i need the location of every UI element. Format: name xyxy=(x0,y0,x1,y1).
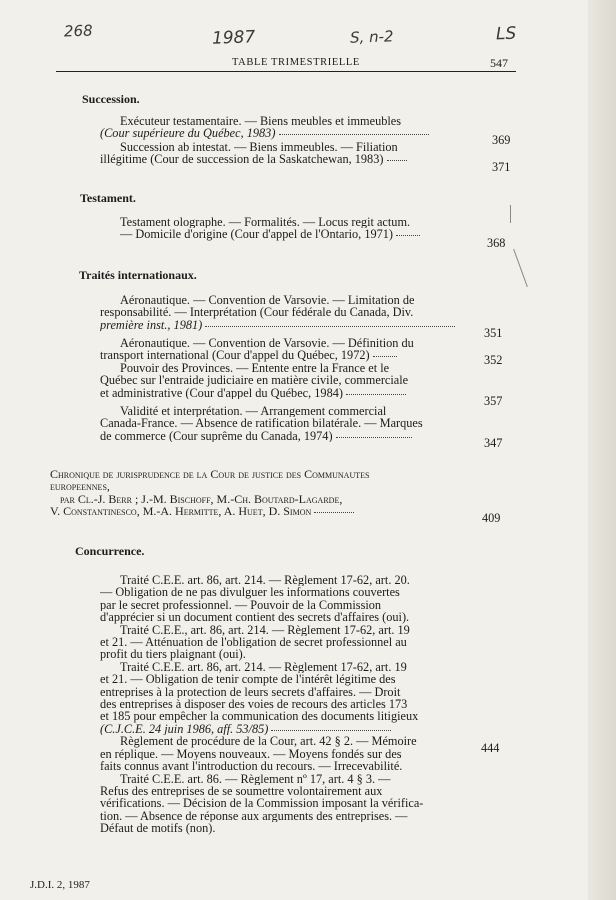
handwritten-note-code: LS xyxy=(495,23,517,45)
entry-traites-4 xyxy=(100,405,478,442)
entry-page: 347 xyxy=(484,436,503,450)
chronique-title-cont: europeennes, xyxy=(50,480,110,493)
header-rule xyxy=(56,71,516,72)
entry-page: 357 xyxy=(484,394,503,408)
running-header-title: TABLE TRIMESTRIELLE xyxy=(232,57,360,68)
leader-dots xyxy=(279,134,429,135)
entry-page: 371 xyxy=(492,160,511,174)
leader-dots xyxy=(205,326,455,327)
entry-line: Testament olographe. — Formalités. — Locus regit actum. xyxy=(120,216,411,229)
entry-page: 351 xyxy=(484,326,503,340)
entry-line: Défaut de motifs (non). xyxy=(100,822,216,835)
entry-line: et administrative (Cour d'appel du Québec, 1984) xyxy=(100,386,343,400)
entry-line: Refus des entreprises de se soumettre volontairement aux xyxy=(100,784,383,798)
entry-line: Québec sur l'entraide judiciaire en matière civile, commerciale xyxy=(100,374,409,387)
entry-line: Règlement de procédure de la Cour, art. 42 § 2. — Mémoire xyxy=(120,735,417,748)
page-number: 547 xyxy=(490,56,508,70)
entry-line: — Obligation de ne pas divulguer les informations couvertes xyxy=(100,586,400,599)
entry-line: vérifications. — Décision de la Commission imposant la vérifica- xyxy=(100,797,424,810)
section-heading-testament: Testament. xyxy=(80,191,136,205)
leader-dots xyxy=(396,235,420,236)
entry-line: entreprises à la protection de leurs secrets d'affaires. — Droit xyxy=(100,685,401,699)
section-heading-concurrence: Concurrence. xyxy=(75,544,145,558)
chronique-authors: par Cl.-J. Berr ; J.-M. Bischoff, M.-Ch. Boutard-Lagarde, xyxy=(60,492,343,506)
entry-line: Aéronautique. — Convention de Varsovie. — Limitation de xyxy=(120,294,415,307)
entry-line: profit du tiers plaignant (oui). xyxy=(100,648,246,661)
entry-line: Validité et interprétation. — Arrangement commercial xyxy=(120,405,387,418)
entry-line: d'apprécier si un document contient des secrets d'affaires (oui). xyxy=(100,611,410,624)
entry-page: 369 xyxy=(492,133,511,147)
entry-line: première inst., 1981) xyxy=(100,318,203,332)
entry-line: Succession ab intestat. — Biens immeubles. — Filiation xyxy=(120,141,398,154)
entry-line: des entreprises à disposer des voies de recours des articles 173 xyxy=(100,698,408,711)
entry-line: Canada-France. — Absence de ratification bilatérale. — Marques xyxy=(100,417,423,430)
chronique-authors-cont: V. Constantinesco, M.-A. Hermitte, A. Huet, D. Simon xyxy=(50,505,312,518)
section-heading-traites: Traités internationaux. xyxy=(79,268,197,282)
entry-page: 444 xyxy=(481,741,500,755)
entry-concurrence xyxy=(100,574,470,835)
leader-dots xyxy=(314,512,354,513)
chronique-title: Chronique de jurisprudence de la Cour de justice des Communautes xyxy=(50,468,370,481)
entry-line: illégitime (Cour de succession de la Saskatchewan, 1983) xyxy=(100,153,384,166)
entry-line: (Cour supérieure du Québec, 1983) xyxy=(100,127,276,140)
margin-mark xyxy=(513,249,528,287)
handwritten-note-issue: S, n-2 xyxy=(349,27,394,47)
entry-page: 352 xyxy=(484,353,503,367)
chronique-block xyxy=(50,468,486,518)
entry-line: (C.J.C.E. 24 juin 1986, aff. 53/85) xyxy=(100,722,269,736)
entry-page: 409 xyxy=(482,511,501,525)
entry-line: — Domicile d'origine (Cour d'appel de l'Ontario, 1971) xyxy=(120,228,394,241)
entry-line: Traité C.E.E. art. 86, art. 214. — Règlement 17-62, art. 20. xyxy=(120,574,410,587)
entry-line: faits connus avant l'introduction du recours. — Irrecevabilité. xyxy=(100,760,403,773)
footer-citation: J.D.I. 2, 1987 xyxy=(30,879,90,891)
entry-line: transport international (Cour d'appel du Québec, 1972) xyxy=(100,349,370,362)
handwritten-note-year: 1987 xyxy=(211,27,256,49)
leader-dots xyxy=(373,356,397,357)
entry-line: et 21. — Atténuation de l'obligation de secret professionnel au xyxy=(100,636,407,649)
entry-line: Traité C.E.E., art. 86, art. 214. — Règlement 17-62, art. 19 xyxy=(120,623,410,637)
entry-line: Exécuteur testamentaire. — Biens meubles et immeubles xyxy=(120,115,402,128)
entry-traites-2 xyxy=(100,337,478,362)
entry-line: de commerce (Cour suprême du Canada, 1974) xyxy=(100,429,333,443)
section-heading-succession: Succession. xyxy=(82,92,140,106)
entry-traites-3 xyxy=(100,362,478,399)
leader-dots xyxy=(387,160,407,161)
entry-page: 368 xyxy=(487,236,506,250)
entry-line: par le secret professionnel. — Pouvoir de la Commission xyxy=(100,598,382,612)
leader-dots xyxy=(336,437,412,438)
entry-line: responsabilité. — Interprétation (Cour fédérale du Canada, Div. xyxy=(100,306,414,319)
leader-dots xyxy=(346,394,406,395)
entry-line: tion. — Absence de réponse aux arguments des entreprises. — xyxy=(100,809,408,823)
entry-line: Traité C.E.E. art. 86, art. 214. — Règlement 17-62, art. 19 xyxy=(120,660,407,674)
entry-succession-1 xyxy=(100,115,486,140)
entry-line: Pouvoir des Provinces. — Entente entre la France et le xyxy=(120,362,390,375)
leader-dots xyxy=(271,730,391,731)
entry-line: Aéronautique. — Convention de Varsovie. — Définition du xyxy=(120,337,414,350)
entry-succession-2 xyxy=(100,141,486,166)
page-edge xyxy=(588,0,616,900)
entry-testament-1 xyxy=(100,216,486,241)
entry-line: Traité C.E.E. art. 86. — Règlement nº 17, art. 4 § 3. — xyxy=(120,772,391,785)
handwritten-note-number: 268 xyxy=(63,21,93,41)
margin-mark xyxy=(510,205,511,223)
entry-line: en réplique. — Moyens nouveaux. — Moyens fondés sur des xyxy=(100,747,402,761)
entry-line: et 185 pour empêcher la communication des documents litigieux xyxy=(100,710,419,723)
entry-traites-1 xyxy=(100,294,478,331)
entry-line: et 21. — Obligation de tenir compte de l'intérêt légitime des xyxy=(100,673,396,686)
